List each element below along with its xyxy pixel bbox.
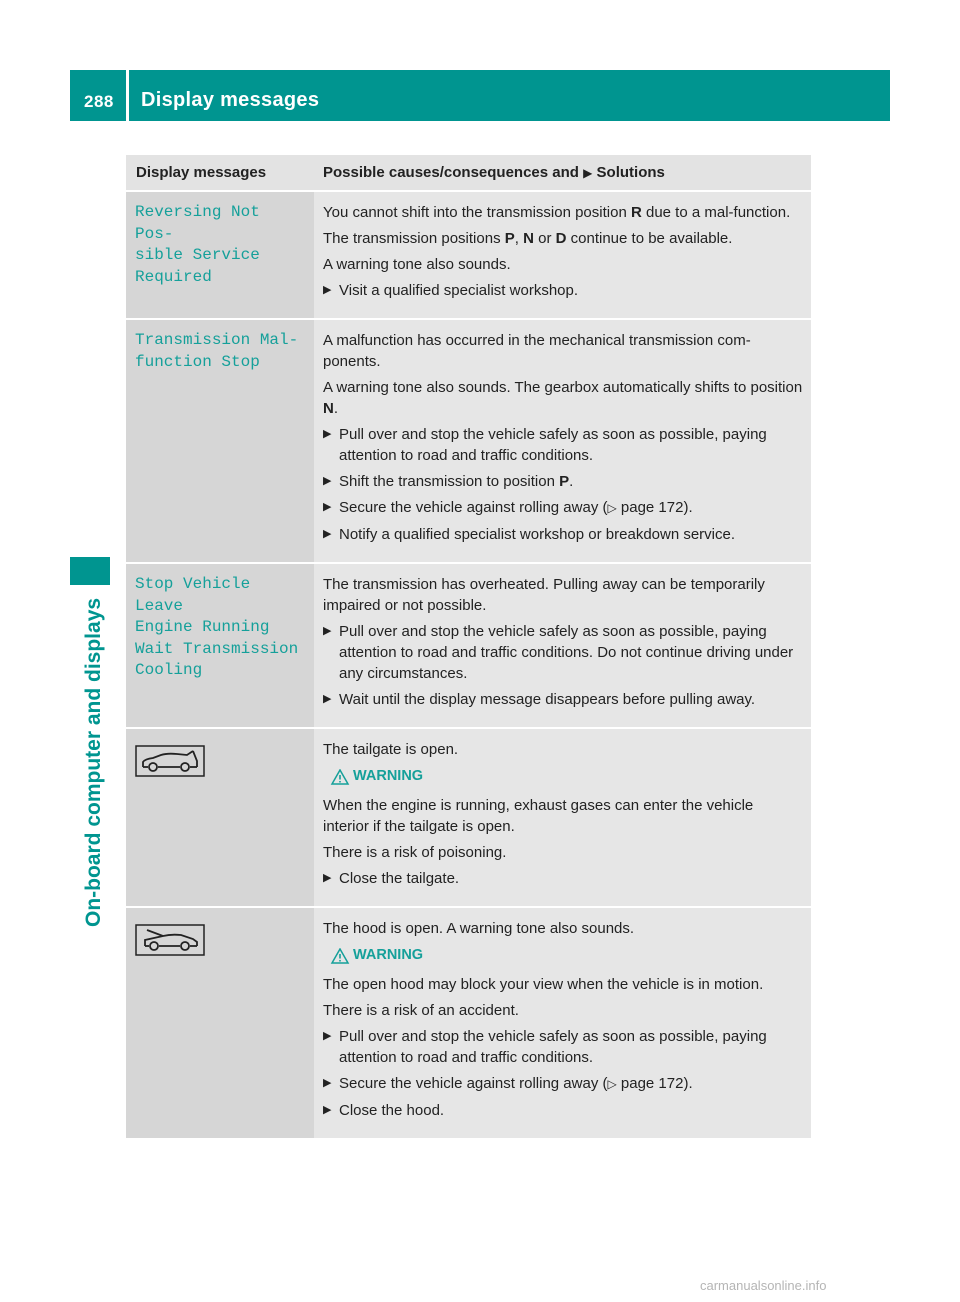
side-section-label xyxy=(84,535,114,935)
table-row xyxy=(126,319,811,563)
table-row xyxy=(126,191,811,319)
side-section-marker xyxy=(70,557,110,585)
cause-text: The tailgate is open. xyxy=(323,741,459,758)
warning-text: There is a risk of poisoning. xyxy=(323,844,507,861)
display-message-text: Transmission Mal‐ function Stop xyxy=(135,331,299,371)
solution-step: ▶ Secure the vehicle against rolling away (▷ page 172). xyxy=(323,1073,803,1095)
cause-text: A malfunction has occurred in the mechanical transmission com-ponents. xyxy=(323,332,751,370)
solution-step: ▶ Close the tailgate. xyxy=(323,870,460,887)
arrow-icon: ▶ xyxy=(323,872,332,884)
page-reference-icon: ▷ xyxy=(607,501,617,515)
arrow-icon: ▶ xyxy=(323,1030,332,1042)
arrow-icon: ▶ xyxy=(323,1077,332,1089)
table-row xyxy=(126,563,811,728)
page-reference-link[interactable]: page 172). xyxy=(620,499,693,516)
cause-text: A warning tone also sounds. The gearbox automatically shifts to position N. xyxy=(323,379,803,417)
page-reference-icon: ▷ xyxy=(607,1077,617,1091)
column-header-messages: Display messages xyxy=(126,155,314,191)
side-section-label-text: On-board computer and displays xyxy=(82,597,105,927)
arrow-icon: ▶ xyxy=(323,284,332,296)
cause-text: A warning tone also sounds. xyxy=(323,256,511,273)
page-reference-link[interactable]: page 172). xyxy=(620,1075,693,1092)
solution-step: ▶ Pull over and stop the vehicle safely as soon as possible, paying attention to road and traffic conditions. xyxy=(323,426,767,464)
arrow-icon: ▶ xyxy=(323,475,332,487)
solution-step: ▶ Secure the vehicle against rolling away (▷ page 172). xyxy=(323,497,803,519)
solution-step: ▶ Wait until the display message disappears before pulling away. xyxy=(323,691,756,708)
warning-triangle-icon xyxy=(327,948,353,964)
arrow-icon: ▶ xyxy=(323,693,332,705)
table-header-row xyxy=(126,155,811,191)
warning-label: WARNING xyxy=(323,945,803,966)
warning-triangle-icon xyxy=(327,769,353,785)
page-title: Display messages xyxy=(141,89,320,111)
solution-step: ▶ Pull over and stop the vehicle safely as soon as possible, paying attention to road and traffic conditions. xyxy=(323,1028,767,1066)
arrow-icon: ▶ xyxy=(583,165,593,180)
solution-step: ▶ Visit a qualified specialist workshop. xyxy=(323,282,579,299)
header-divider xyxy=(126,70,129,121)
arrow-icon: ▶ xyxy=(323,1104,332,1116)
arrow-icon: ▶ xyxy=(323,625,332,637)
arrow-icon: ▶ xyxy=(323,528,332,540)
warning-text: There is a risk of an accident. xyxy=(323,1002,519,1019)
watermark: carmanualsonline.info xyxy=(700,1278,827,1293)
page-number: 288 xyxy=(84,92,114,111)
warning-text: The open hood may block your view when the vehicle is in motion. xyxy=(323,976,764,993)
display-message-text: Reversing Not Pos‐ sible Service Required xyxy=(135,203,260,286)
arrow-icon: ▶ xyxy=(323,501,332,513)
solution-step: ▶ Notify a qualified specialist workshop or breakdown service. xyxy=(323,526,736,543)
cause-text: The transmission has overheated. Pulling away can be temporarily impaired or not possible. xyxy=(323,576,765,614)
table-row xyxy=(126,907,811,1139)
hood-open-icon xyxy=(135,924,205,956)
solution-step: ▶ Shift the transmission to position P. xyxy=(323,473,574,490)
cause-text: You cannot shift into the transmission position R due to a mal-function. xyxy=(323,204,791,221)
table-row xyxy=(126,728,811,907)
solution-step: ▶ Pull over and stop the vehicle safely as soon as possible, paying attention to road and traffic conditions. Do not continue driving under any circumstances. xyxy=(323,623,794,682)
display-message-text: Stop Vehicle Leave Engine Running Wait Transmission Cooling xyxy=(135,575,299,679)
warning-label: WARNING xyxy=(323,766,803,787)
solution-step: ▶ Close the hood. xyxy=(323,1102,445,1119)
cause-text: The transmission positions P, N or D continue to be available. xyxy=(323,230,733,247)
warning-text: When the engine is running, exhaust gases can enter the vehicle interior if the tailgate is open. xyxy=(323,797,754,835)
arrow-icon: ▶ xyxy=(323,428,332,440)
tailgate-open-icon xyxy=(135,745,205,777)
display-messages-table xyxy=(126,155,811,1140)
column-header-causes: Possible causes/consequences and ▶ Solutions xyxy=(314,155,811,191)
cause-text: The hood is open. A warning tone also sounds. xyxy=(323,920,635,937)
